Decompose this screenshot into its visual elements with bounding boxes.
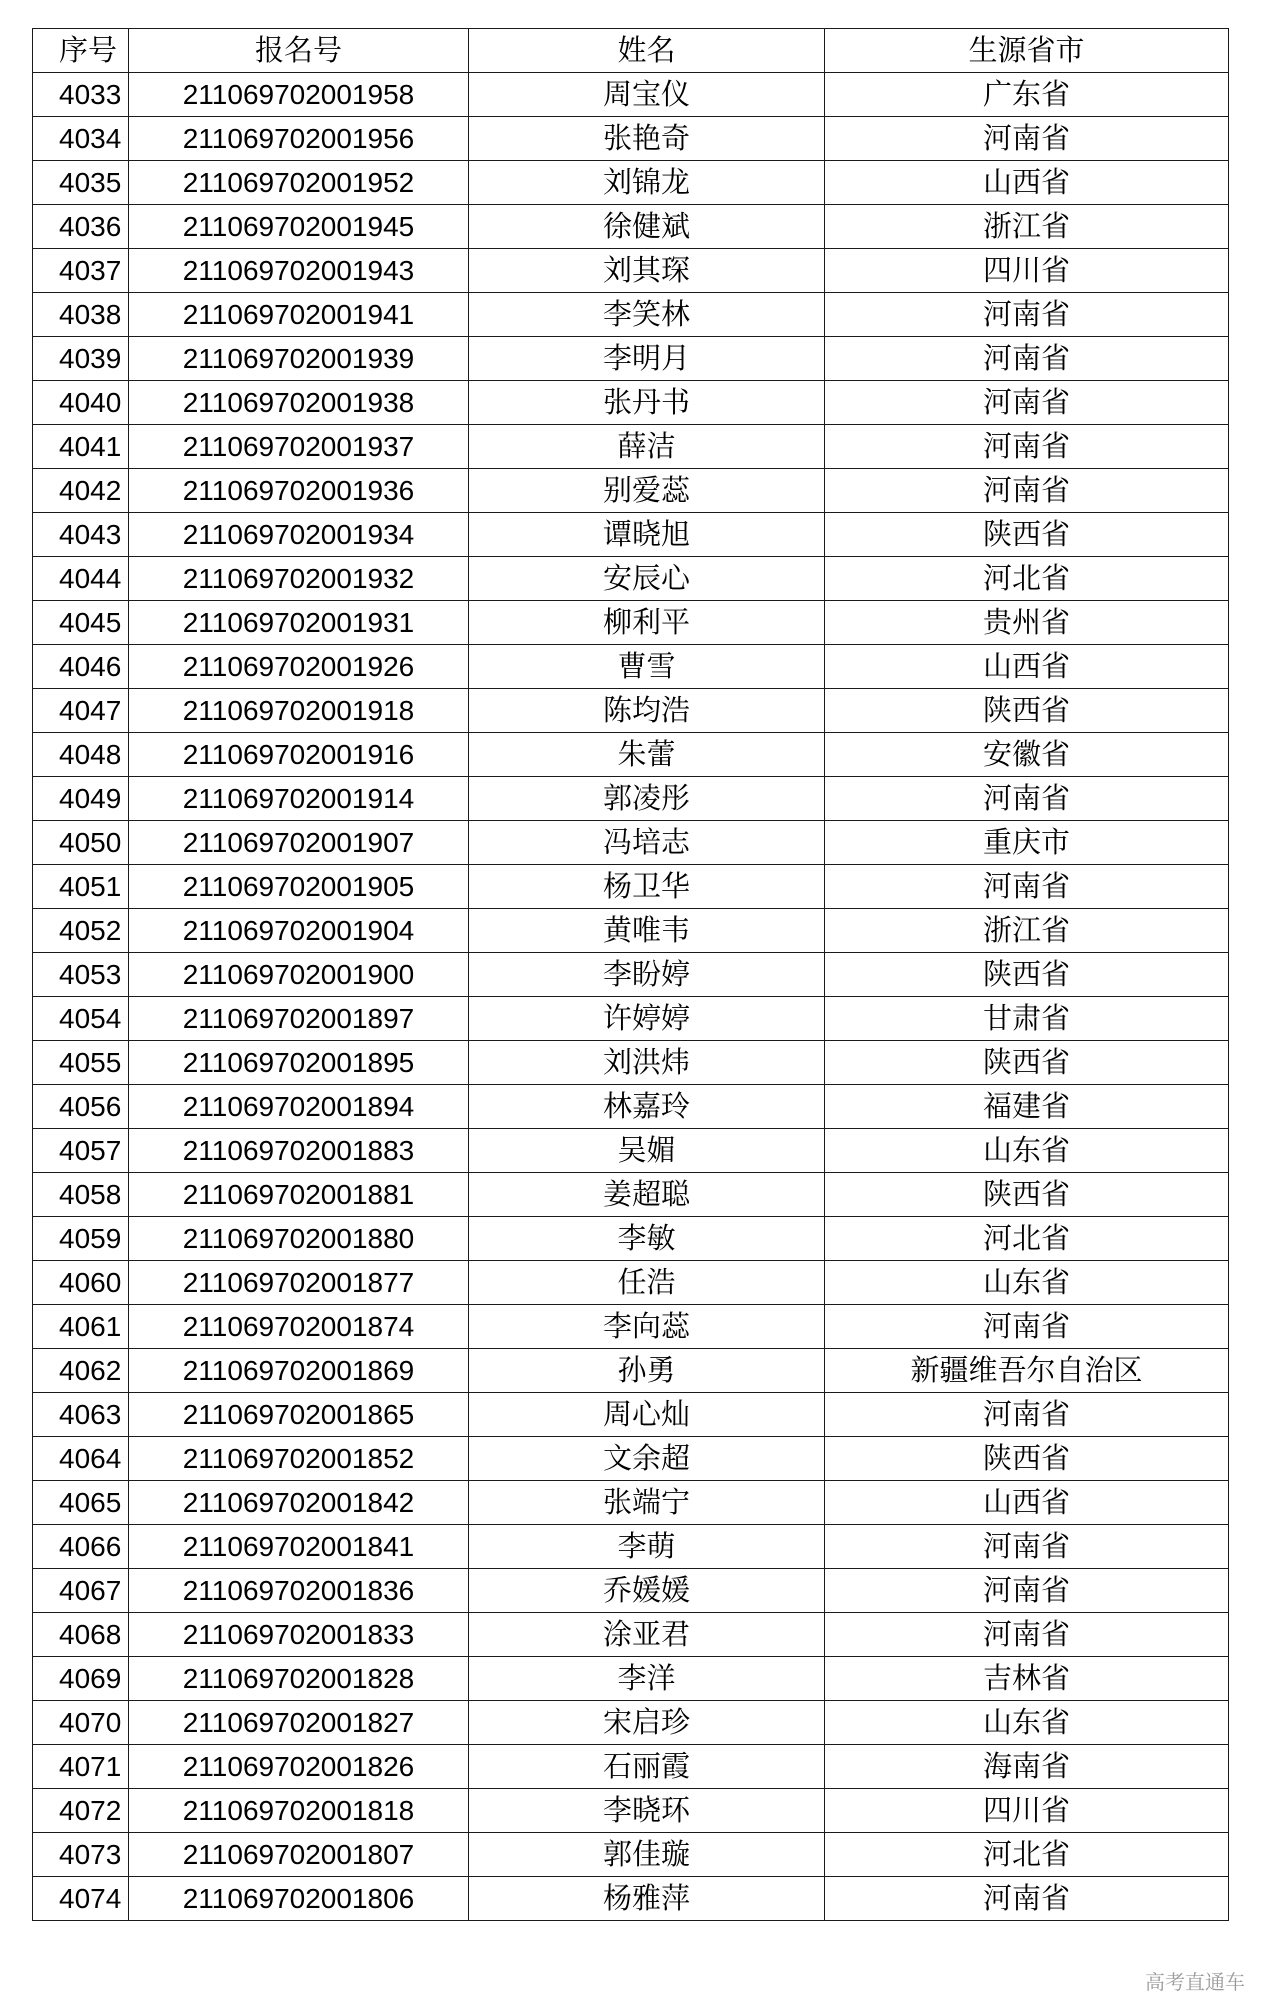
registration-no-cell: 211069702001952: [129, 161, 469, 205]
name-cell: 石丽霞: [469, 1745, 825, 1789]
table-row: [33, 1833, 1229, 1877]
name-cell: 李笑林: [469, 293, 825, 337]
registration-no-cell: 211069702001945: [129, 205, 469, 249]
name-cell: 林嘉玲: [469, 1085, 825, 1129]
header-origin-province: 生源省市: [825, 29, 1229, 73]
registration-no-cell: 211069702001907: [129, 821, 469, 865]
seq-no-cell: 4064: [33, 1437, 129, 1481]
origin-province-cell: 陕西省: [825, 1173, 1229, 1217]
name-cell: 薛洁: [469, 425, 825, 469]
table-row: [33, 469, 1229, 513]
name-cell: 吴媚: [469, 1129, 825, 1173]
name-cell: 杨雅萍: [469, 1877, 825, 1921]
table-row: [33, 1481, 1229, 1525]
name-cell: 乔媛媛: [469, 1569, 825, 1613]
registration-no-cell: 211069702001943: [129, 249, 469, 293]
registration-no-cell: 211069702001883: [129, 1129, 469, 1173]
table-row: [33, 1305, 1229, 1349]
seq-no-cell: 4038: [33, 293, 129, 337]
name-cell: 张艳奇: [469, 117, 825, 161]
seq-no-cell: 4055: [33, 1041, 129, 1085]
registration-no-cell: 211069702001936: [129, 469, 469, 513]
registration-no-cell: 211069702001916: [129, 733, 469, 777]
origin-province-cell: 河南省: [825, 469, 1229, 513]
header-seq-no: 序号: [33, 29, 129, 73]
registration-no-cell: 211069702001841: [129, 1525, 469, 1569]
origin-province-cell: 浙江省: [825, 205, 1229, 249]
name-cell: 郭凌彤: [469, 777, 825, 821]
table-row: [33, 733, 1229, 777]
registration-no-cell: 211069702001939: [129, 337, 469, 381]
name-cell: 别爱蕊: [469, 469, 825, 513]
name-cell: 李萌: [469, 1525, 825, 1569]
table-row: [33, 865, 1229, 909]
registration-no-cell: 211069702001895: [129, 1041, 469, 1085]
origin-province-cell: 四川省: [825, 1789, 1229, 1833]
table-row: [33, 1745, 1229, 1789]
name-cell: 黄唯韦: [469, 909, 825, 953]
name-cell: 杨卫华: [469, 865, 825, 909]
origin-province-cell: 河南省: [825, 865, 1229, 909]
seq-no-cell: 4071: [33, 1745, 129, 1789]
name-cell: 柳利平: [469, 601, 825, 645]
table-row: [33, 205, 1229, 249]
registration-no-cell: 211069702001894: [129, 1085, 469, 1129]
seq-no-cell: 4056: [33, 1085, 129, 1129]
registration-no-cell: 211069702001828: [129, 1657, 469, 1701]
seq-no-cell: 4065: [33, 1481, 129, 1525]
table-row: [33, 1525, 1229, 1569]
origin-province-cell: 河北省: [825, 557, 1229, 601]
origin-province-cell: 浙江省: [825, 909, 1229, 953]
origin-province-cell: 福建省: [825, 1085, 1229, 1129]
table-row: [33, 1437, 1229, 1481]
origin-province-cell: 河南省: [825, 1569, 1229, 1613]
origin-province-cell: 河南省: [825, 425, 1229, 469]
registration-no-cell: 211069702001807: [129, 1833, 469, 1877]
table-row: [33, 601, 1229, 645]
origin-province-cell: 山西省: [825, 1481, 1229, 1525]
seq-no-cell: 4067: [33, 1569, 129, 1613]
name-cell: 周宝仪: [469, 73, 825, 117]
registration-no-cell: 211069702001842: [129, 1481, 469, 1525]
table-row: [33, 1701, 1229, 1745]
seq-no-cell: 4068: [33, 1613, 129, 1657]
seq-no-cell: 4070: [33, 1701, 129, 1745]
table-row: [33, 337, 1229, 381]
origin-province-cell: 山东省: [825, 1701, 1229, 1745]
seq-no-cell: 4040: [33, 381, 129, 425]
table-row: [33, 1349, 1229, 1393]
origin-province-cell: 陕西省: [825, 513, 1229, 557]
table-row: [33, 1393, 1229, 1437]
registration-no-cell: 211069702001931: [129, 601, 469, 645]
seq-no-cell: 4047: [33, 689, 129, 733]
origin-province-cell: 海南省: [825, 1745, 1229, 1789]
table-row: [33, 1877, 1229, 1921]
registration-no-cell: 211069702001934: [129, 513, 469, 557]
table-row: [33, 997, 1229, 1041]
table-row: [33, 557, 1229, 601]
seq-no-cell: 4034: [33, 117, 129, 161]
table-row: [33, 1217, 1229, 1261]
table-row: [33, 1085, 1229, 1129]
registration-no-cell: 211069702001827: [129, 1701, 469, 1745]
registration-no-cell: 211069702001826: [129, 1745, 469, 1789]
table-row: [33, 381, 1229, 425]
table-row: [33, 1789, 1229, 1833]
registration-no-cell: 211069702001958: [129, 73, 469, 117]
origin-province-cell: 陕西省: [825, 953, 1229, 997]
registration-no-cell: 211069702001877: [129, 1261, 469, 1305]
origin-province-cell: 陕西省: [825, 1437, 1229, 1481]
name-cell: 朱蕾: [469, 733, 825, 777]
origin-province-cell: 吉林省: [825, 1657, 1229, 1701]
registration-no-cell: 211069702001937: [129, 425, 469, 469]
seq-no-cell: 4036: [33, 205, 129, 249]
origin-province-cell: 河北省: [825, 1833, 1229, 1877]
table-row: [33, 953, 1229, 997]
name-cell: 姜超聪: [469, 1173, 825, 1217]
name-cell: 周心灿: [469, 1393, 825, 1437]
seq-no-cell: 4073: [33, 1833, 129, 1877]
seq-no-cell: 4049: [33, 777, 129, 821]
table-row: [33, 513, 1229, 557]
table-header-row: [33, 29, 1229, 73]
name-cell: 徐健斌: [469, 205, 825, 249]
seq-no-cell: 4039: [33, 337, 129, 381]
name-cell: 李晓环: [469, 1789, 825, 1833]
table-row: [33, 1041, 1229, 1085]
origin-province-cell: 贵州省: [825, 601, 1229, 645]
registration-no-cell: 211069702001914: [129, 777, 469, 821]
table-row: [33, 293, 1229, 337]
origin-province-cell: 河南省: [825, 777, 1229, 821]
name-cell: 任浩: [469, 1261, 825, 1305]
registration-no-cell: 211069702001905: [129, 865, 469, 909]
table-row: [33, 425, 1229, 469]
table-row: [33, 1613, 1229, 1657]
seq-no-cell: 4072: [33, 1789, 129, 1833]
origin-province-cell: 重庆市: [825, 821, 1229, 865]
registration-no-cell: 211069702001918: [129, 689, 469, 733]
table-row: [33, 1173, 1229, 1217]
name-cell: 李明月: [469, 337, 825, 381]
registration-no-cell: 211069702001881: [129, 1173, 469, 1217]
seq-no-cell: 4058: [33, 1173, 129, 1217]
name-cell: 李向蕊: [469, 1305, 825, 1349]
name-cell: 冯培志: [469, 821, 825, 865]
name-cell: 李洋: [469, 1657, 825, 1701]
name-cell: 李敏: [469, 1217, 825, 1261]
origin-province-cell: 河南省: [825, 293, 1229, 337]
seq-no-cell: 4063: [33, 1393, 129, 1437]
registration-no-cell: 211069702001956: [129, 117, 469, 161]
name-cell: 安辰心: [469, 557, 825, 601]
origin-province-cell: 山西省: [825, 645, 1229, 689]
table-row: [33, 821, 1229, 865]
origin-province-cell: 新疆维吾尔自治区: [825, 1349, 1229, 1393]
origin-province-cell: 甘肃省: [825, 997, 1229, 1041]
table-row: [33, 1261, 1229, 1305]
registration-no-cell: 211069702001932: [129, 557, 469, 601]
registration-no-cell: 211069702001852: [129, 1437, 469, 1481]
name-cell: 张丹书: [469, 381, 825, 425]
origin-province-cell: 河南省: [825, 381, 1229, 425]
origin-province-cell: 河南省: [825, 1613, 1229, 1657]
seq-no-cell: 4062: [33, 1349, 129, 1393]
registration-no-cell: 211069702001904: [129, 909, 469, 953]
table-row: [33, 161, 1229, 205]
registration-no-cell: 211069702001941: [129, 293, 469, 337]
seq-no-cell: 4044: [33, 557, 129, 601]
origin-province-cell: 河南省: [825, 1525, 1229, 1569]
table-row: [33, 777, 1229, 821]
table-row: [33, 1129, 1229, 1173]
table-row: [33, 1657, 1229, 1701]
origin-province-cell: 四川省: [825, 249, 1229, 293]
table-row: [33, 645, 1229, 689]
origin-province-cell: 山东省: [825, 1261, 1229, 1305]
name-cell: 涂亚君: [469, 1613, 825, 1657]
seq-no-cell: 4050: [33, 821, 129, 865]
seq-no-cell: 4074: [33, 1877, 129, 1921]
registration-no-cell: 211069702001938: [129, 381, 469, 425]
seq-no-cell: 4054: [33, 997, 129, 1041]
registration-no-cell: 211069702001897: [129, 997, 469, 1041]
origin-province-cell: 广东省: [825, 73, 1229, 117]
seq-no-cell: 4041: [33, 425, 129, 469]
seq-no-cell: 4060: [33, 1261, 129, 1305]
seq-no-cell: 4061: [33, 1305, 129, 1349]
name-cell: 曹雪: [469, 645, 825, 689]
registration-no-cell: 211069702001926: [129, 645, 469, 689]
origin-province-cell: 河南省: [825, 1305, 1229, 1349]
table-row: [33, 1569, 1229, 1613]
seq-no-cell: 4035: [33, 161, 129, 205]
registration-no-cell: 211069702001818: [129, 1789, 469, 1833]
origin-province-cell: 河南省: [825, 337, 1229, 381]
registration-no-cell: 211069702001806: [129, 1877, 469, 1921]
table-row: [33, 117, 1229, 161]
name-cell: 刘洪炜: [469, 1041, 825, 1085]
registration-no-cell: 211069702001865: [129, 1393, 469, 1437]
name-cell: 刘锦龙: [469, 161, 825, 205]
seq-no-cell: 4057: [33, 1129, 129, 1173]
origin-province-cell: 河南省: [825, 117, 1229, 161]
table-row: [33, 689, 1229, 733]
name-cell: 张端宁: [469, 1481, 825, 1525]
registration-no-cell: 211069702001836: [129, 1569, 469, 1613]
origin-province-cell: 河南省: [825, 1393, 1229, 1437]
name-cell: 文余超: [469, 1437, 825, 1481]
name-cell: 谭晓旭: [469, 513, 825, 557]
seq-no-cell: 4051: [33, 865, 129, 909]
table-row: [33, 909, 1229, 953]
seq-no-cell: 4042: [33, 469, 129, 513]
name-cell: 许婷婷: [469, 997, 825, 1041]
name-cell: 宋启珍: [469, 1701, 825, 1745]
seq-no-cell: 4046: [33, 645, 129, 689]
origin-province-cell: 山西省: [825, 161, 1229, 205]
watermark: 高考直通车: [1145, 1970, 1245, 1994]
admission-list-table: [32, 28, 1229, 1921]
seq-no-cell: 4066: [33, 1525, 129, 1569]
origin-province-cell: 陕西省: [825, 1041, 1229, 1085]
name-cell: 李盼婷: [469, 953, 825, 997]
seq-no-cell: 4037: [33, 249, 129, 293]
origin-province-cell: 山东省: [825, 1129, 1229, 1173]
registration-no-cell: 211069702001833: [129, 1613, 469, 1657]
seq-no-cell: 4048: [33, 733, 129, 777]
seq-no-cell: 4069: [33, 1657, 129, 1701]
seq-no-cell: 4043: [33, 513, 129, 557]
header-name: 姓名: [469, 29, 825, 73]
registration-no-cell: 211069702001880: [129, 1217, 469, 1261]
seq-no-cell: 4053: [33, 953, 129, 997]
origin-province-cell: 陕西省: [825, 689, 1229, 733]
registration-no-cell: 211069702001869: [129, 1349, 469, 1393]
seq-no-cell: 4033: [33, 73, 129, 117]
name-cell: 孙勇: [469, 1349, 825, 1393]
table-body: [33, 73, 1229, 1921]
name-cell: 刘其琛: [469, 249, 825, 293]
registration-no-cell: 211069702001874: [129, 1305, 469, 1349]
seq-no-cell: 4045: [33, 601, 129, 645]
table-row: [33, 73, 1229, 117]
header-registration-no: 报名号: [129, 29, 469, 73]
seq-no-cell: 4059: [33, 1217, 129, 1261]
registration-no-cell: 211069702001900: [129, 953, 469, 997]
name-cell: 郭佳璇: [469, 1833, 825, 1877]
origin-province-cell: 安徽省: [825, 733, 1229, 777]
table-row: [33, 249, 1229, 293]
origin-province-cell: 河北省: [825, 1217, 1229, 1261]
name-cell: 陈均浩: [469, 689, 825, 733]
seq-no-cell: 4052: [33, 909, 129, 953]
origin-province-cell: 河南省: [825, 1877, 1229, 1921]
